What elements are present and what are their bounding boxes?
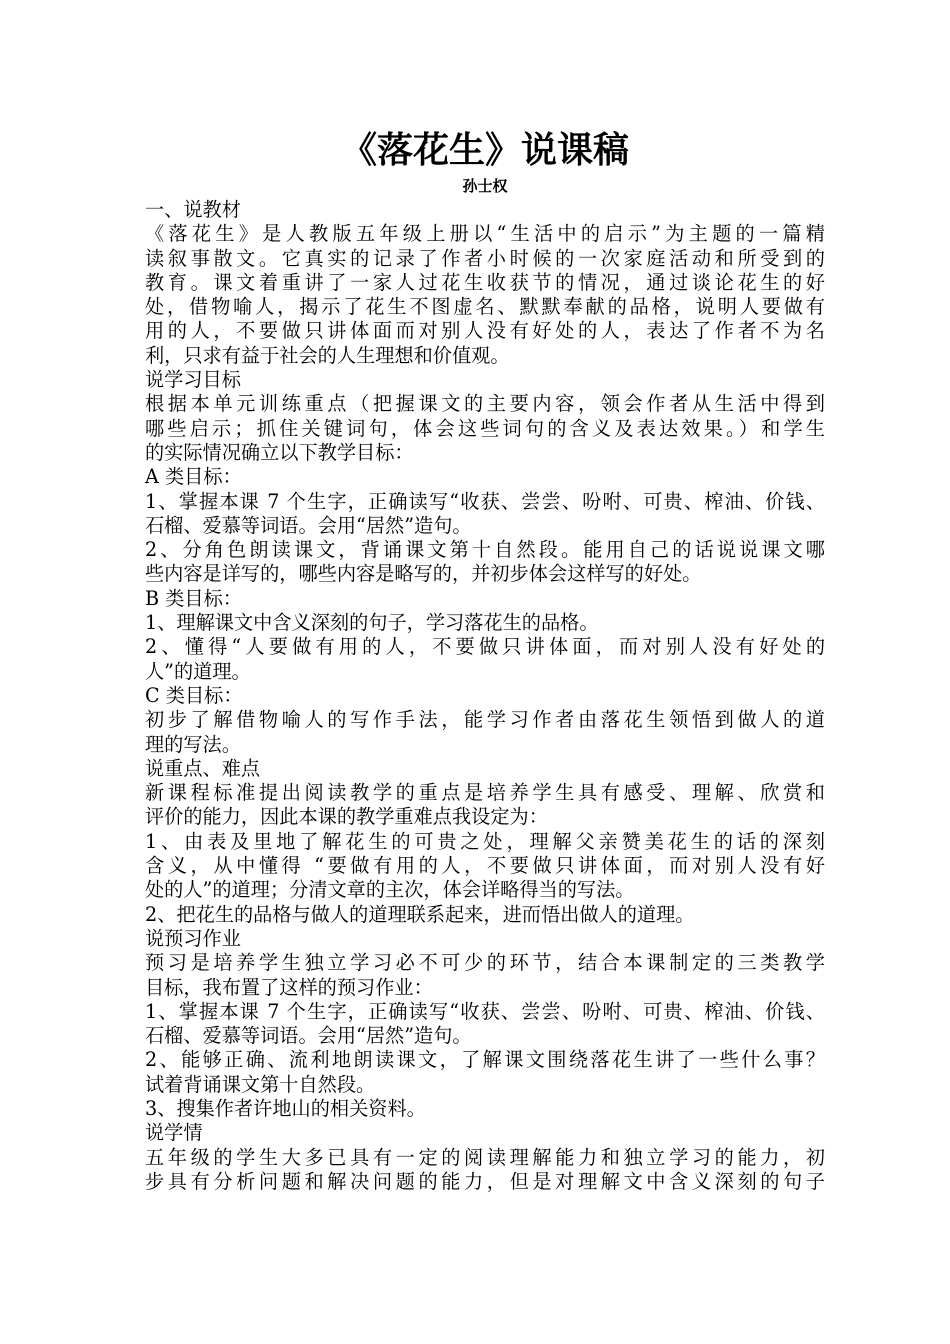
text-line: 根据本单元训练重点（把握课文的主要内容，领会作者从生活中得到	[145, 392, 825, 416]
document-page	[145, 128, 825, 1194]
text-line: 石榴、爱慕等词语。会用“居然”造句。	[145, 513, 472, 537]
text-line: 哪些启示；抓住关键词句，体会这些词句的含义及表达效果。）和学生	[145, 416, 825, 440]
text-line: 2、懂得“人要做有用的人，不要做只讲体面，而对别人没有好处的	[145, 635, 825, 659]
text-line: 步具有分析问题和解决问题的能力，但是对理解文中含义深刻的句子	[145, 1169, 825, 1193]
text-line: 2、把花生的品格与做人的道理联系起来，进而悟出做人的道理。	[145, 902, 695, 926]
document-title: 《落花生》说课稿	[340, 130, 629, 171]
text-line: 的实际情况确立以下教学目标：	[145, 440, 414, 464]
text-line: 石榴、爱慕等词语。会用“居然”造句。	[145, 1024, 472, 1048]
text-line: 说学习目标	[145, 368, 241, 392]
text-line: 初步了解借物喻人的写作手法，能学习作者由落花生领悟到做人的道	[145, 708, 825, 732]
text-line: 处，借物喻人，揭示了花生不图虚名、默默奉献的品格，说明人要做有	[145, 295, 825, 319]
text-line: 预习是培养学生独立学习必不可少的环节，结合本课制定的三类教学	[145, 951, 825, 975]
text-line: A 类目标：	[145, 465, 242, 489]
text-line: C 类目标：	[145, 683, 243, 707]
document-body	[145, 198, 825, 1194]
text-line: 说重点、难点	[145, 756, 261, 780]
text-line: 教育。课文着重讲了一家人过花生收获节的情况，通过谈论花生的好	[145, 270, 825, 294]
text-line: 《落花生》是人教版五年级上册以“生活中的启示”为主题的一篇精	[145, 222, 825, 246]
document-author: 孙士权	[462, 177, 508, 195]
text-line: 理的写法。	[145, 732, 241, 756]
text-line: 评价的能力，因此本课的教学重难点我设定为：	[145, 805, 548, 829]
text-line: 3、搜集作者许地山的相关资料。	[145, 1096, 426, 1120]
text-line: 目标，我布置了这样的预习作业：	[145, 975, 433, 999]
text-line: 说预习作业	[145, 926, 241, 950]
text-line: 1、理解课文中含义深刻的句子，学习落花生的品格。	[145, 611, 599, 635]
text-line: 含义，从中懂得 “要做有用的人，不要做只讲体面，而对别人没有好	[145, 854, 825, 878]
text-line: 用的人，不要做只讲体面而对别人没有好处的人，表达了作者不为名	[145, 319, 825, 343]
text-line: 试着背诵课文第十自然段。	[145, 1072, 376, 1096]
text-line: 一、说教材	[145, 198, 241, 221]
text-line: 些内容是详写的，哪些内容是略写的，并初步体会这样写的好处。	[145, 562, 702, 586]
text-line: B 类目标：	[145, 586, 242, 610]
text-line: 说学情	[145, 1121, 203, 1145]
text-line: 2、能够正确、流利地朗读课文，了解课文围绕落花生讲了一些什么事？	[145, 1048, 825, 1072]
text-line: 1、由表及里地了解花生的可贵之处，理解父亲赞美花生的话的深刻	[145, 829, 825, 853]
text-line: 读叙事散文。它真实的记录了作者小时候的一次家庭活动和所受到的	[145, 246, 825, 270]
text-line: 五年级的学生大多已具有一定的阅读理解能力和独立学习的能力，初	[145, 1145, 825, 1169]
text-line: 1、掌握本课 7 个生字，正确读写“收获、尝尝、吩咐、可贵、榨油、价钱、	[145, 999, 825, 1023]
text-line: 利，只求有益于社会的人生理想和价值观。	[145, 343, 510, 367]
text-line: 新课程标准提出阅读教学的重点是培养学生具有感受、理解、欣赏和	[145, 781, 825, 805]
text-line: 1、掌握本课 7 个生字，正确读写“收获、尝尝、吩咐、可贵、榨油、价钱、	[145, 489, 825, 513]
text-line: 处的人”的道理；分清文章的主次，体会详略得当的写法。	[145, 878, 635, 902]
text-line: 2、分角色朗读课文，背诵课文第十自然段。能用自己的话说说课文哪	[145, 538, 825, 562]
text-line: 人”的道理。	[145, 659, 251, 683]
